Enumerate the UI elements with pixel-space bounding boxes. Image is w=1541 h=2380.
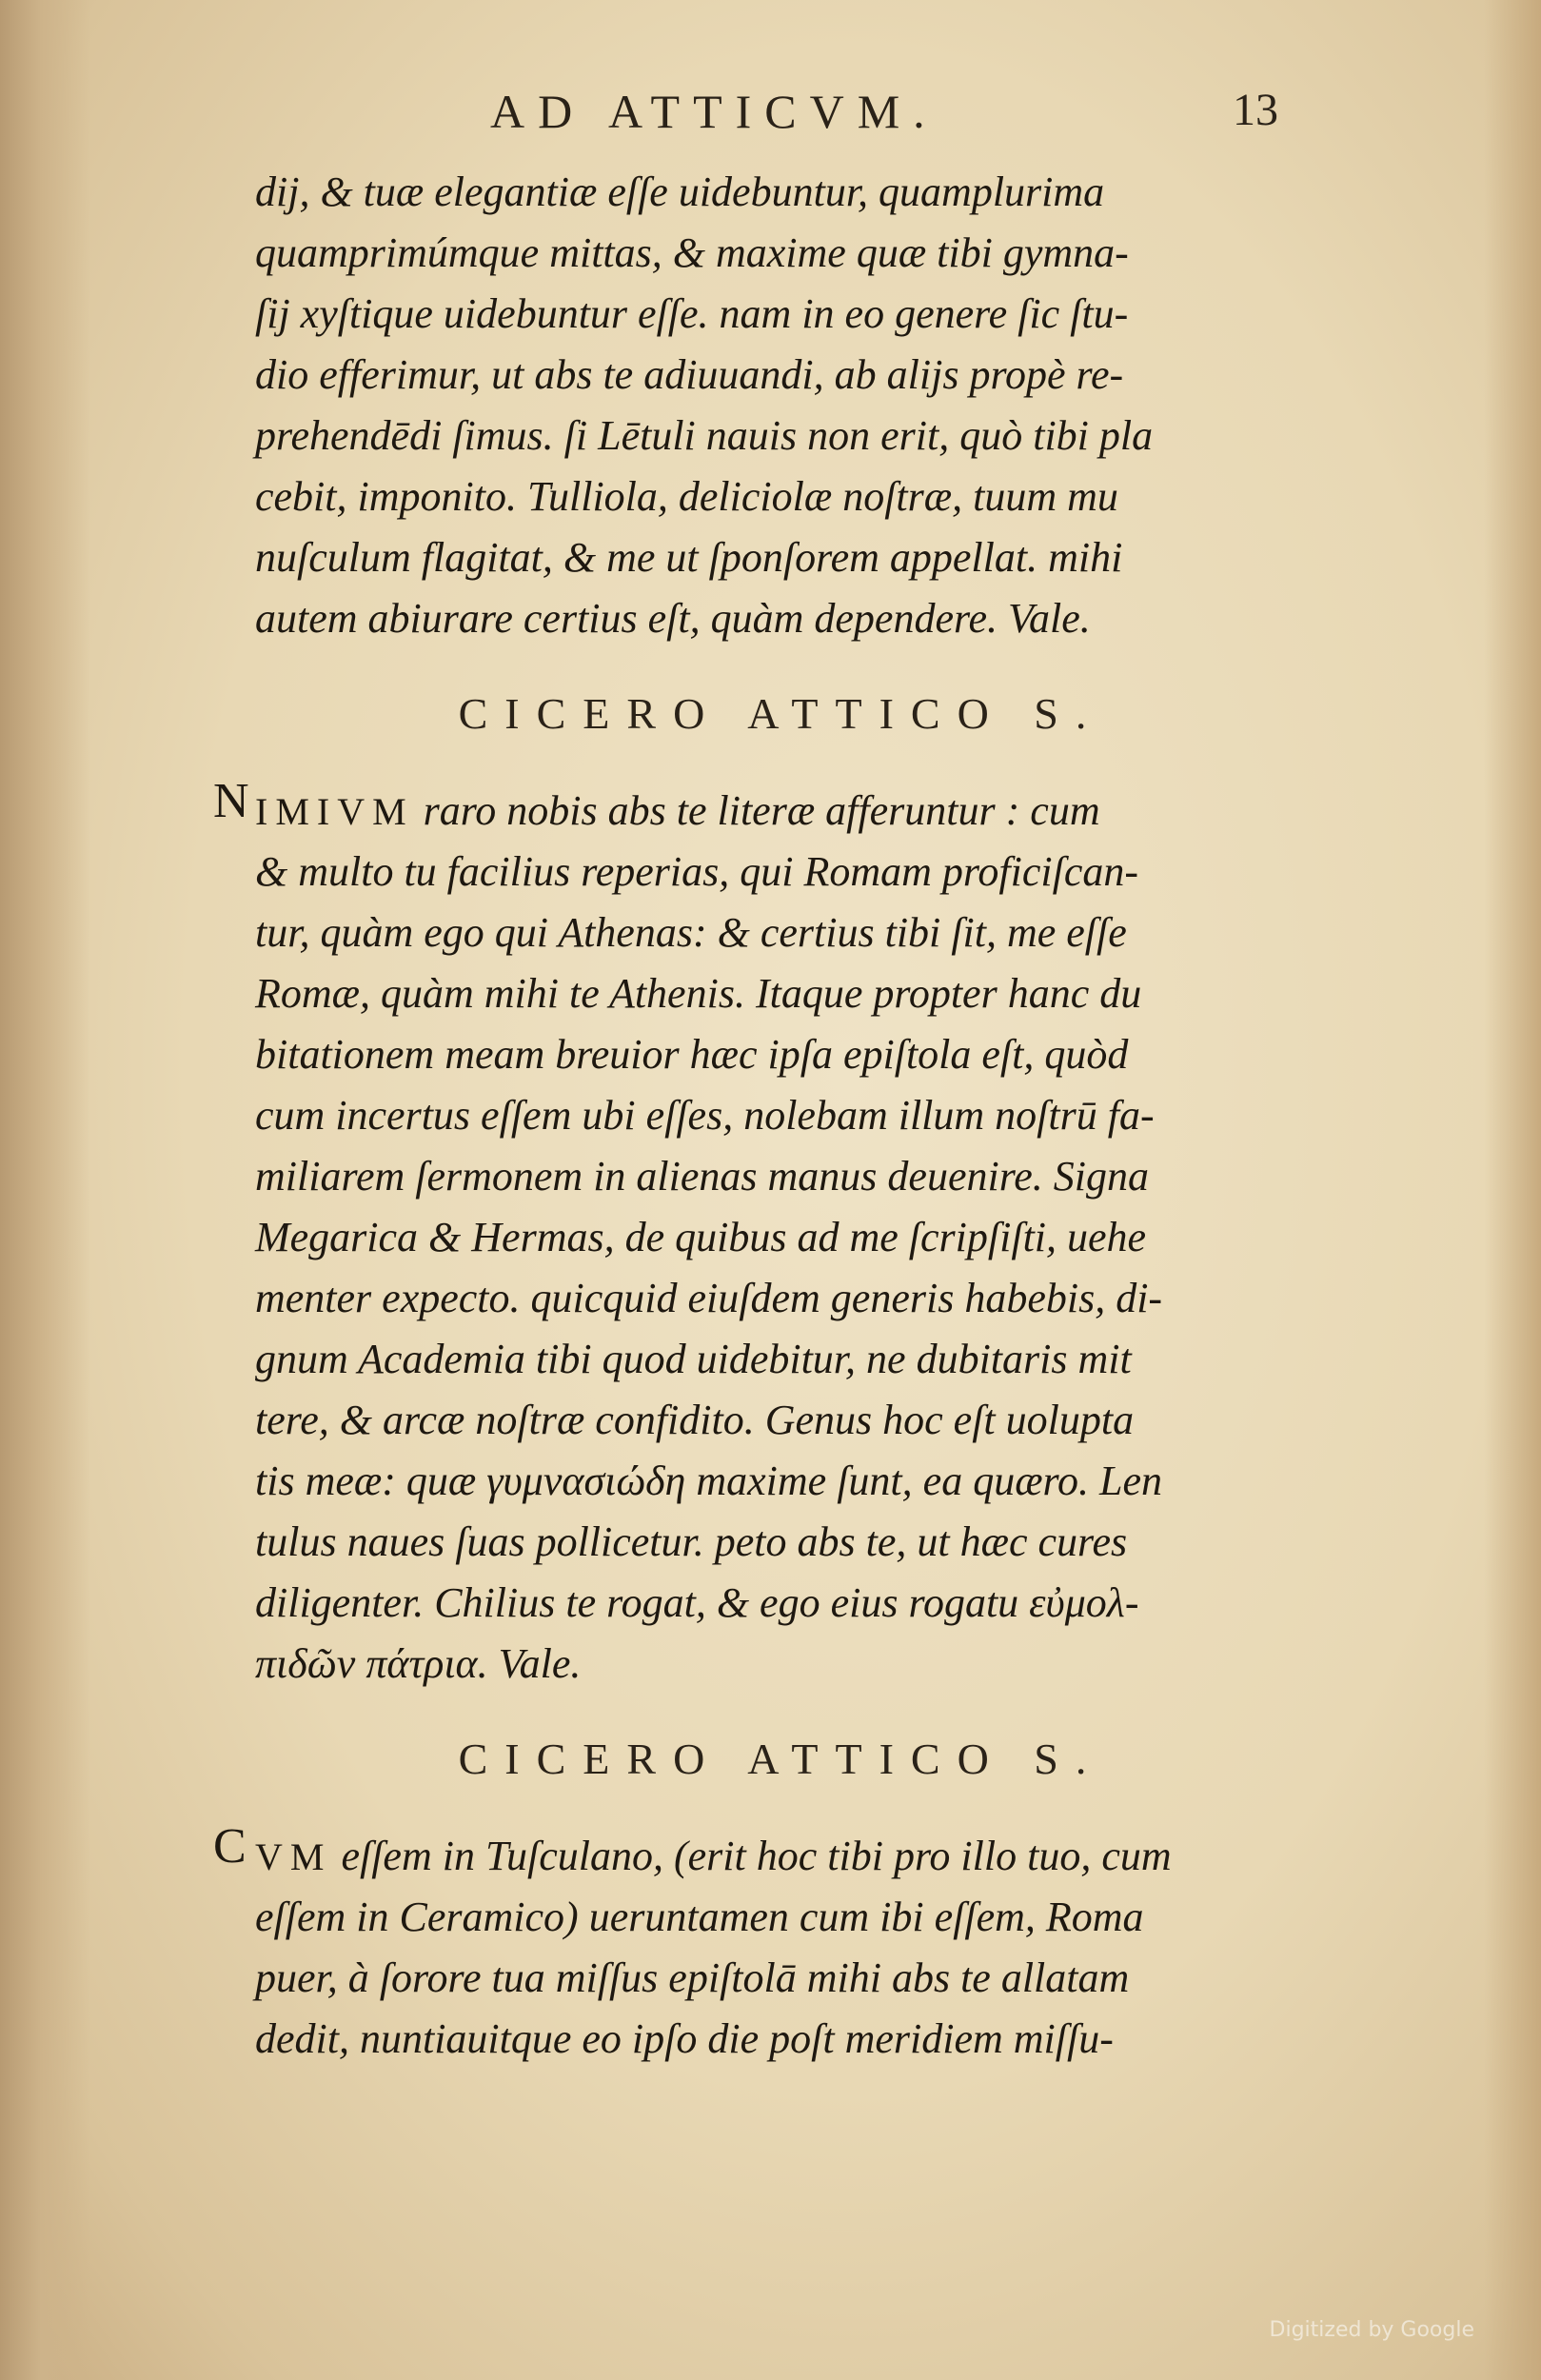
page-gutter-shadow xyxy=(0,0,90,2380)
running-head: AD ATTICVM. xyxy=(490,85,938,138)
letter-first-line xyxy=(213,774,1278,842)
text-line: autem abiurare certius eſt, quàm dependere. Vale. xyxy=(255,595,1091,642)
text-line: tulus naues ſuas pollicetur. peto abs te, ut hæc cures xyxy=(255,1518,1128,1565)
text-line: ſij xyſtique uidebuntur eſſe. nam in eo genere ſic ſtu- xyxy=(255,290,1129,337)
letter-body xyxy=(213,774,1278,1695)
text-line: menter expecto. quicquid eiuſdem generis habebis, di- xyxy=(255,1275,1163,1321)
letter-heading: CICERO ATTICO S. xyxy=(458,1735,1104,1783)
text-line: gnum Academia tibi quod uidebitur, ne dubitaris mit xyxy=(255,1336,1132,1382)
first-line-text: eſſem in Tuſculano, (erit hoc tibi pro illo tuo, cum xyxy=(341,1833,1172,1879)
page-number: 13 xyxy=(1233,85,1278,135)
initial-letter: C xyxy=(213,1819,247,1874)
text-line: tere, & arcæ noſtræ confidito. Genus hoc eſt uolupta xyxy=(255,1397,1135,1443)
page-header xyxy=(0,84,1541,150)
text-line: tis meæ: quæ γυμνασιώδη maxime ſunt, ea quæro. Len xyxy=(255,1458,1163,1504)
text-line: dedit, nuntiauitque eo ipſo die poſt meridiem miſſu- xyxy=(255,2015,1114,2062)
initial-caps: IMIVM xyxy=(255,790,414,833)
text-block xyxy=(213,162,1278,2070)
text-line: cum incertus eſſem ubi eſſes, nolebam illum noſtrū fa- xyxy=(255,1092,1155,1139)
digitization-watermark: Digitized by Google xyxy=(1269,2318,1474,2342)
text-line: cebit, imponito. Tulliola, deliciolæ noſtræ, tuum mu xyxy=(255,473,1118,520)
text-line: Romæ, quàm mihi te Athenis. Itaque propter hanc du xyxy=(255,970,1142,1017)
text-line: nuſculum flagitat, & me ut ſponſorem appellat. mihi xyxy=(255,534,1123,581)
first-line-text: raro nobis abs te literæ afferuntur : cum xyxy=(423,787,1100,834)
text-line: & multo tu facilius reperias, qui Romam proficiſcan- xyxy=(255,848,1138,895)
letter-first-line xyxy=(213,1819,1278,1887)
letter-heading: CICERO ATTICO S. xyxy=(458,689,1104,738)
letter-body xyxy=(213,1819,1278,2070)
text-line: prehendēdi ſimus. ſi Lētuli nauis non erit, quò tibi pla xyxy=(255,412,1154,459)
page-edge-shadow xyxy=(1484,0,1541,2380)
text-line: tur, quàm ego qui Athenas: & certius tibi ſit, me eſſe xyxy=(255,909,1127,956)
text-line: puer, à ſorore tua miſſus epiſtolā mihi abs te allatam xyxy=(255,1954,1130,2001)
text-line: miliarem ſermonem in alienas manus deuenire. Signa xyxy=(255,1153,1149,1200)
initial-letter: N xyxy=(213,774,249,828)
text-line: dio efferimur, ut abs te adiuuandi, ab alijs propè re- xyxy=(255,351,1124,398)
text-line: πιδῶν πάτρια. Vale. xyxy=(255,1640,582,1687)
text-line: eſſem in Ceramico) ueruntamen cum ibi eſſem, Roma xyxy=(255,1894,1144,1940)
text-line: Megarica & Hermas, de quibus ad me ſcripſiſti, uehe xyxy=(255,1214,1147,1260)
text-line: quamprimúmque mittas, & maxime quæ tibi gymna- xyxy=(255,229,1129,276)
text-line: diligenter. Chilius te rogat, & ego eius rogatu εὐμολ- xyxy=(255,1579,1139,1626)
letter-end xyxy=(255,162,1278,649)
text-line: bitationem meam breuior hæc ipſa epiſtola eſt, quòd xyxy=(255,1031,1129,1078)
text-line: dij, & tuæ elegantiæ eſſe uidebuntur, quamplurima xyxy=(255,169,1105,215)
initial-caps: VM xyxy=(255,1835,332,1878)
